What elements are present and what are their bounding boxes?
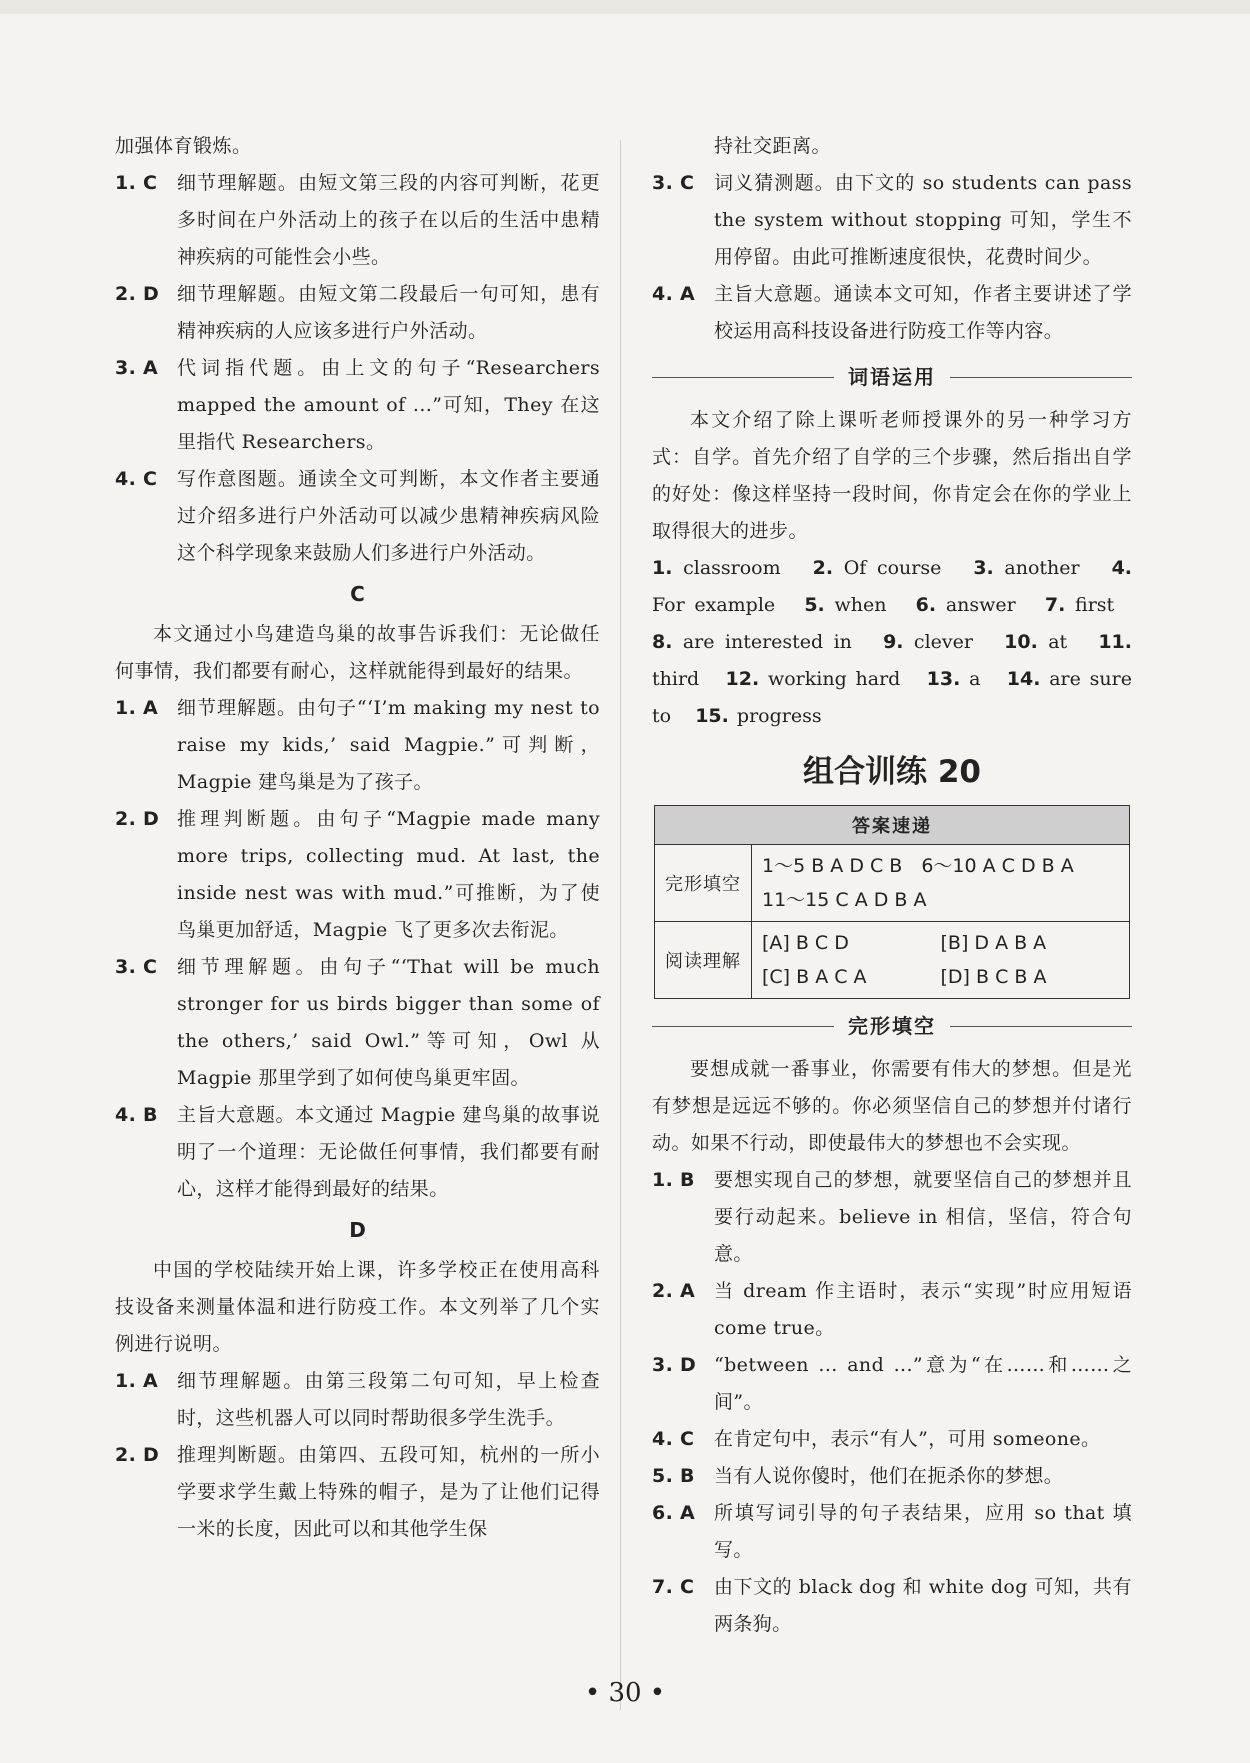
item-explanation: 细节理解题。由句子“‘I’m making my nest to raise my kids,’ said Magpie.”可判断，Magpie 建鸟巢是为了孩子。 (177, 697, 600, 793)
answer-item (115, 690, 600, 801)
item-explanation: 细节理解题。由短文第二段最后一句可知，患有精神疾病的人应该多进行户外活动。 (177, 283, 600, 342)
reading-answer-d: [D] B C B A (940, 966, 1047, 988)
item-explanation: 要想实现自己的梦想，就要坚信自己的梦想并且要行动起来。believe in 相信，坚信，符合句意。 (714, 1169, 1132, 1265)
vocab-summary: 本文介绍了除上课听老师授课外的另一种学习方式：自学。首先介绍了自学的三个步骤，然后指出自学的好处：像这样坚持一段时间，你肯定会在你的学业上取得很大的进步。 (652, 409, 1132, 542)
item-number: 4. (652, 283, 674, 305)
vocab-word: working hard (767, 668, 901, 690)
vocab-num: 10. (1004, 631, 1038, 653)
cloze-answers-line1: 1～5 B A D C B 6～10 A C D B A (762, 855, 1074, 877)
page-number: • 30 • (584, 1678, 666, 1708)
heading-rule-right (950, 1026, 1132, 1027)
item-number: 3. (115, 956, 137, 978)
answer-item (652, 1273, 1132, 1347)
vocab-num: 14. (1006, 668, 1041, 690)
vocab-num: 13. (926, 668, 961, 690)
vocab-num: 3. (973, 557, 994, 579)
vocab-num: 15. (695, 705, 729, 727)
item-number: 3. (652, 172, 674, 194)
cloze-summary: 要想成就一番事业，你需要有伟大的梦想。但是光有梦想是远远不够的。你必须坚信自己的梦想并付诸行动。如果不行动，即使最伟大的梦想也不会实现。 (652, 1058, 1132, 1154)
item-key: D (143, 283, 160, 305)
item-key: C (680, 172, 695, 194)
item-number: 1. (115, 1370, 137, 1392)
cloze-section-heading (652, 1005, 1132, 1047)
vocab-num: 11. (1098, 631, 1132, 653)
vocab-word: first (1075, 594, 1115, 616)
item-explanation: 由下文的 black dog 和 white dog 可知，共有两条狗。 (714, 1576, 1132, 1635)
item-explanation: 写作意图题。通读全文可判断，本文作者主要通过介绍多进行户外活动可以减少患精神疾病风险这个科学现象来鼓励人们多进行户外活动。 (177, 468, 600, 564)
cloze-answers-list (652, 1162, 1132, 1643)
vocab-word: classroom (683, 557, 781, 579)
item-explanation: 推理判断题。由第四、五段可知，杭州的一所小学要求学生戴上特殊的帽子，是为了让他们记得一米的长度，因此可以和其他学生保 (177, 1444, 600, 1540)
unit-title: 组合训练 20 (803, 754, 981, 790)
vocab-word: For example (652, 594, 776, 616)
vocab-num: 7. (1044, 594, 1066, 616)
answer-item (115, 1363, 600, 1437)
continuation-text: 持社交距离。 (714, 135, 832, 157)
item-number: 3. (652, 1354, 674, 1376)
item-number: 4. (115, 1104, 137, 1126)
section-d-answers (115, 1363, 600, 1548)
vocab-word: a (969, 668, 981, 690)
column-divider (620, 140, 621, 1710)
vocab-word: when (834, 594, 887, 616)
item-number: 2. (115, 283, 137, 305)
item-explanation: 推理判断题。由句子“Magpie made many more trips, collecting mud. At last, the inside nest was with mud.”可推断，为了使鸟巢更加舒适，Magpie 飞了更多次去衔泥。 (177, 808, 600, 941)
item-key: B (680, 1465, 695, 1487)
answer-item (115, 801, 600, 949)
vocab-word: third (652, 668, 700, 690)
reading-answer-c: [C] B A C A (762, 966, 867, 988)
vocab-word: are sure to (652, 668, 1132, 727)
answer-table (654, 805, 1130, 999)
vocab-word: clever (913, 631, 973, 653)
item-key: A (143, 697, 159, 719)
answer-item (652, 1162, 1132, 1273)
answer-item (652, 1495, 1132, 1569)
vocab-num: 5. (804, 594, 825, 616)
vocab-word: Of course (843, 557, 942, 579)
cloze-label: 完形填空 (655, 845, 752, 922)
intro-tail: 加强体育锻炼。 (115, 135, 252, 157)
item-explanation: 主旨大意题。通读本文可知，作者主要讲述了学校运用高科技设备进行防疫工作等内容。 (714, 283, 1132, 342)
section-c-heading: C (350, 582, 365, 606)
item-number: 1. (115, 697, 137, 719)
item-explanation: 当有人说你傻时，他们在扼杀你的梦想。 (714, 1465, 1064, 1487)
vocab-num: 9. (883, 631, 904, 653)
answer-item (115, 1097, 600, 1208)
item-number: 3. (115, 357, 137, 379)
item-key: C (680, 1576, 695, 1598)
answer-item (652, 1569, 1132, 1643)
right-column (652, 128, 1132, 1643)
section-d-answers-cont (652, 165, 1132, 350)
item-number: 4. (115, 468, 137, 490)
vocab-word: at (1048, 631, 1068, 653)
vocab-num: 1. (652, 557, 673, 579)
item-key: D (143, 1444, 160, 1466)
item-explanation: 细节理解题。由第三段第二句可知，早上检查时，这些机器人可以同时帮助很多学生洗手。 (177, 1370, 600, 1429)
item-key: C (143, 172, 158, 194)
reading-label: 阅读理解 (655, 922, 752, 999)
answer-item (652, 1347, 1132, 1421)
item-key: D (680, 1354, 697, 1376)
item-key: B (680, 1169, 695, 1191)
answer-item (115, 165, 600, 276)
vocab-num: 6. (915, 594, 937, 616)
reading-answers (752, 922, 1130, 999)
vocab-num: 4. (1111, 557, 1133, 579)
heading-label: 完形填空 (848, 1014, 936, 1038)
item-key: A (680, 1502, 696, 1524)
item-explanation: 所填写词引导的句子表结果，应用 so that 填写。 (714, 1502, 1132, 1561)
answer-item (652, 1458, 1132, 1495)
item-key: C (143, 468, 158, 490)
answer-item (115, 350, 600, 461)
item-key: A (143, 357, 159, 379)
vocab-word: another (1004, 557, 1080, 579)
item-key: A (143, 1370, 159, 1392)
item-key: C (143, 956, 158, 978)
item-explanation: 代词指代题。由上文的句子“Researchers mapped the amount of ...”可知，They 在这里指代 Researchers。 (177, 357, 600, 453)
heading-rule-left (652, 1026, 834, 1027)
vocab-section-heading (652, 356, 1132, 398)
answer-table-header: 答案速递 (655, 806, 1130, 845)
answer-item (115, 1437, 600, 1548)
item-number: 2. (115, 808, 137, 830)
cloze-answers (752, 845, 1130, 922)
item-key: A (680, 1280, 696, 1302)
item-number: 7. (652, 1576, 674, 1598)
item-number: 5. (652, 1465, 674, 1487)
answer-item (115, 461, 600, 572)
page-top-edge (0, 0, 1250, 14)
item-key: C (680, 1428, 695, 1450)
section-c-answers (115, 690, 600, 1208)
reading-answer-a: [A] B C D (762, 932, 849, 954)
section-d-summary: 中国的学校陆续开始上课，许多学校正在使用高科技设备来测量体温和进行防疫工作。本文列举了几个实例进行说明。 (115, 1259, 600, 1355)
heading-rule-right (950, 377, 1132, 378)
item-number: 1. (115, 172, 137, 194)
heading-label: 词语运用 (848, 365, 936, 389)
vocab-word: are interested in (682, 631, 852, 653)
heading-rule-left (652, 377, 834, 378)
vocab-word: answer (945, 594, 1016, 616)
item-key: B (143, 1104, 158, 1126)
item-explanation: 主旨大意题。本文通过 Magpie 建鸟巢的故事说明了一个道理：无论做任何事情，我们都要有耐心，这样才能得到最好的结果。 (177, 1104, 600, 1200)
item-explanation: 在肯定句中，表示“有人”，可用 someone。 (714, 1428, 1101, 1450)
vocab-num: 12. (725, 668, 760, 690)
vocab-word: progress (736, 705, 822, 727)
answer-item (652, 276, 1132, 350)
item-explanation: “between ... and ...”意为“在……和……之间”。 (714, 1354, 1132, 1413)
item-explanation: 当 dream 作主语时，表示“实现”时应用短语 come true。 (714, 1280, 1132, 1339)
answer-item (652, 165, 1132, 276)
section-d-heading: D (349, 1218, 366, 1242)
cloze-answers-line2: 11～15 C A D B A (762, 889, 927, 911)
section-c-summary: 本文通过小鸟建造鸟巢的故事告诉我们：无论做任何事情，我们都要有耐心，这样就能得到最好的结果。 (115, 623, 600, 682)
item-explanation: 词义猜测题。由下文的 so students can pass the system without stopping 可知，学生不用停留。由此可推断速度很快，花费时间少。 (714, 172, 1132, 268)
item-number: 2. (652, 1280, 674, 1302)
item-explanation: 细节理解题。由短文第三段的内容可判断，花更多时间在户外活动上的孩子在以后的生活中患精神疾病的可能性会小些。 (177, 172, 600, 268)
vocab-num: 8. (652, 631, 673, 653)
item-number: 4. (652, 1428, 674, 1450)
item-explanation: 细节理解题。由句子“‘That will be much stronger for us birds bigger than some of the others,’ said Owl.”等可知，Owl 从 Magpie 那里学到了如何使鸟巢更牢固。 (177, 956, 600, 1089)
vocab-num: 2. (812, 557, 834, 579)
item-key: D (143, 808, 160, 830)
answer-item (115, 949, 600, 1097)
answer-item (115, 276, 600, 350)
answer-item (652, 1421, 1132, 1458)
item-number: 2. (115, 1444, 137, 1466)
item-key: A (680, 283, 696, 305)
item-number: 6. (652, 1502, 674, 1524)
reading-answer-b: [B] D A B A (940, 932, 1047, 954)
section-b-answers (115, 165, 600, 572)
vocab-answers (652, 550, 1132, 735)
left-column (115, 128, 600, 1548)
item-number: 1. (652, 1169, 674, 1191)
